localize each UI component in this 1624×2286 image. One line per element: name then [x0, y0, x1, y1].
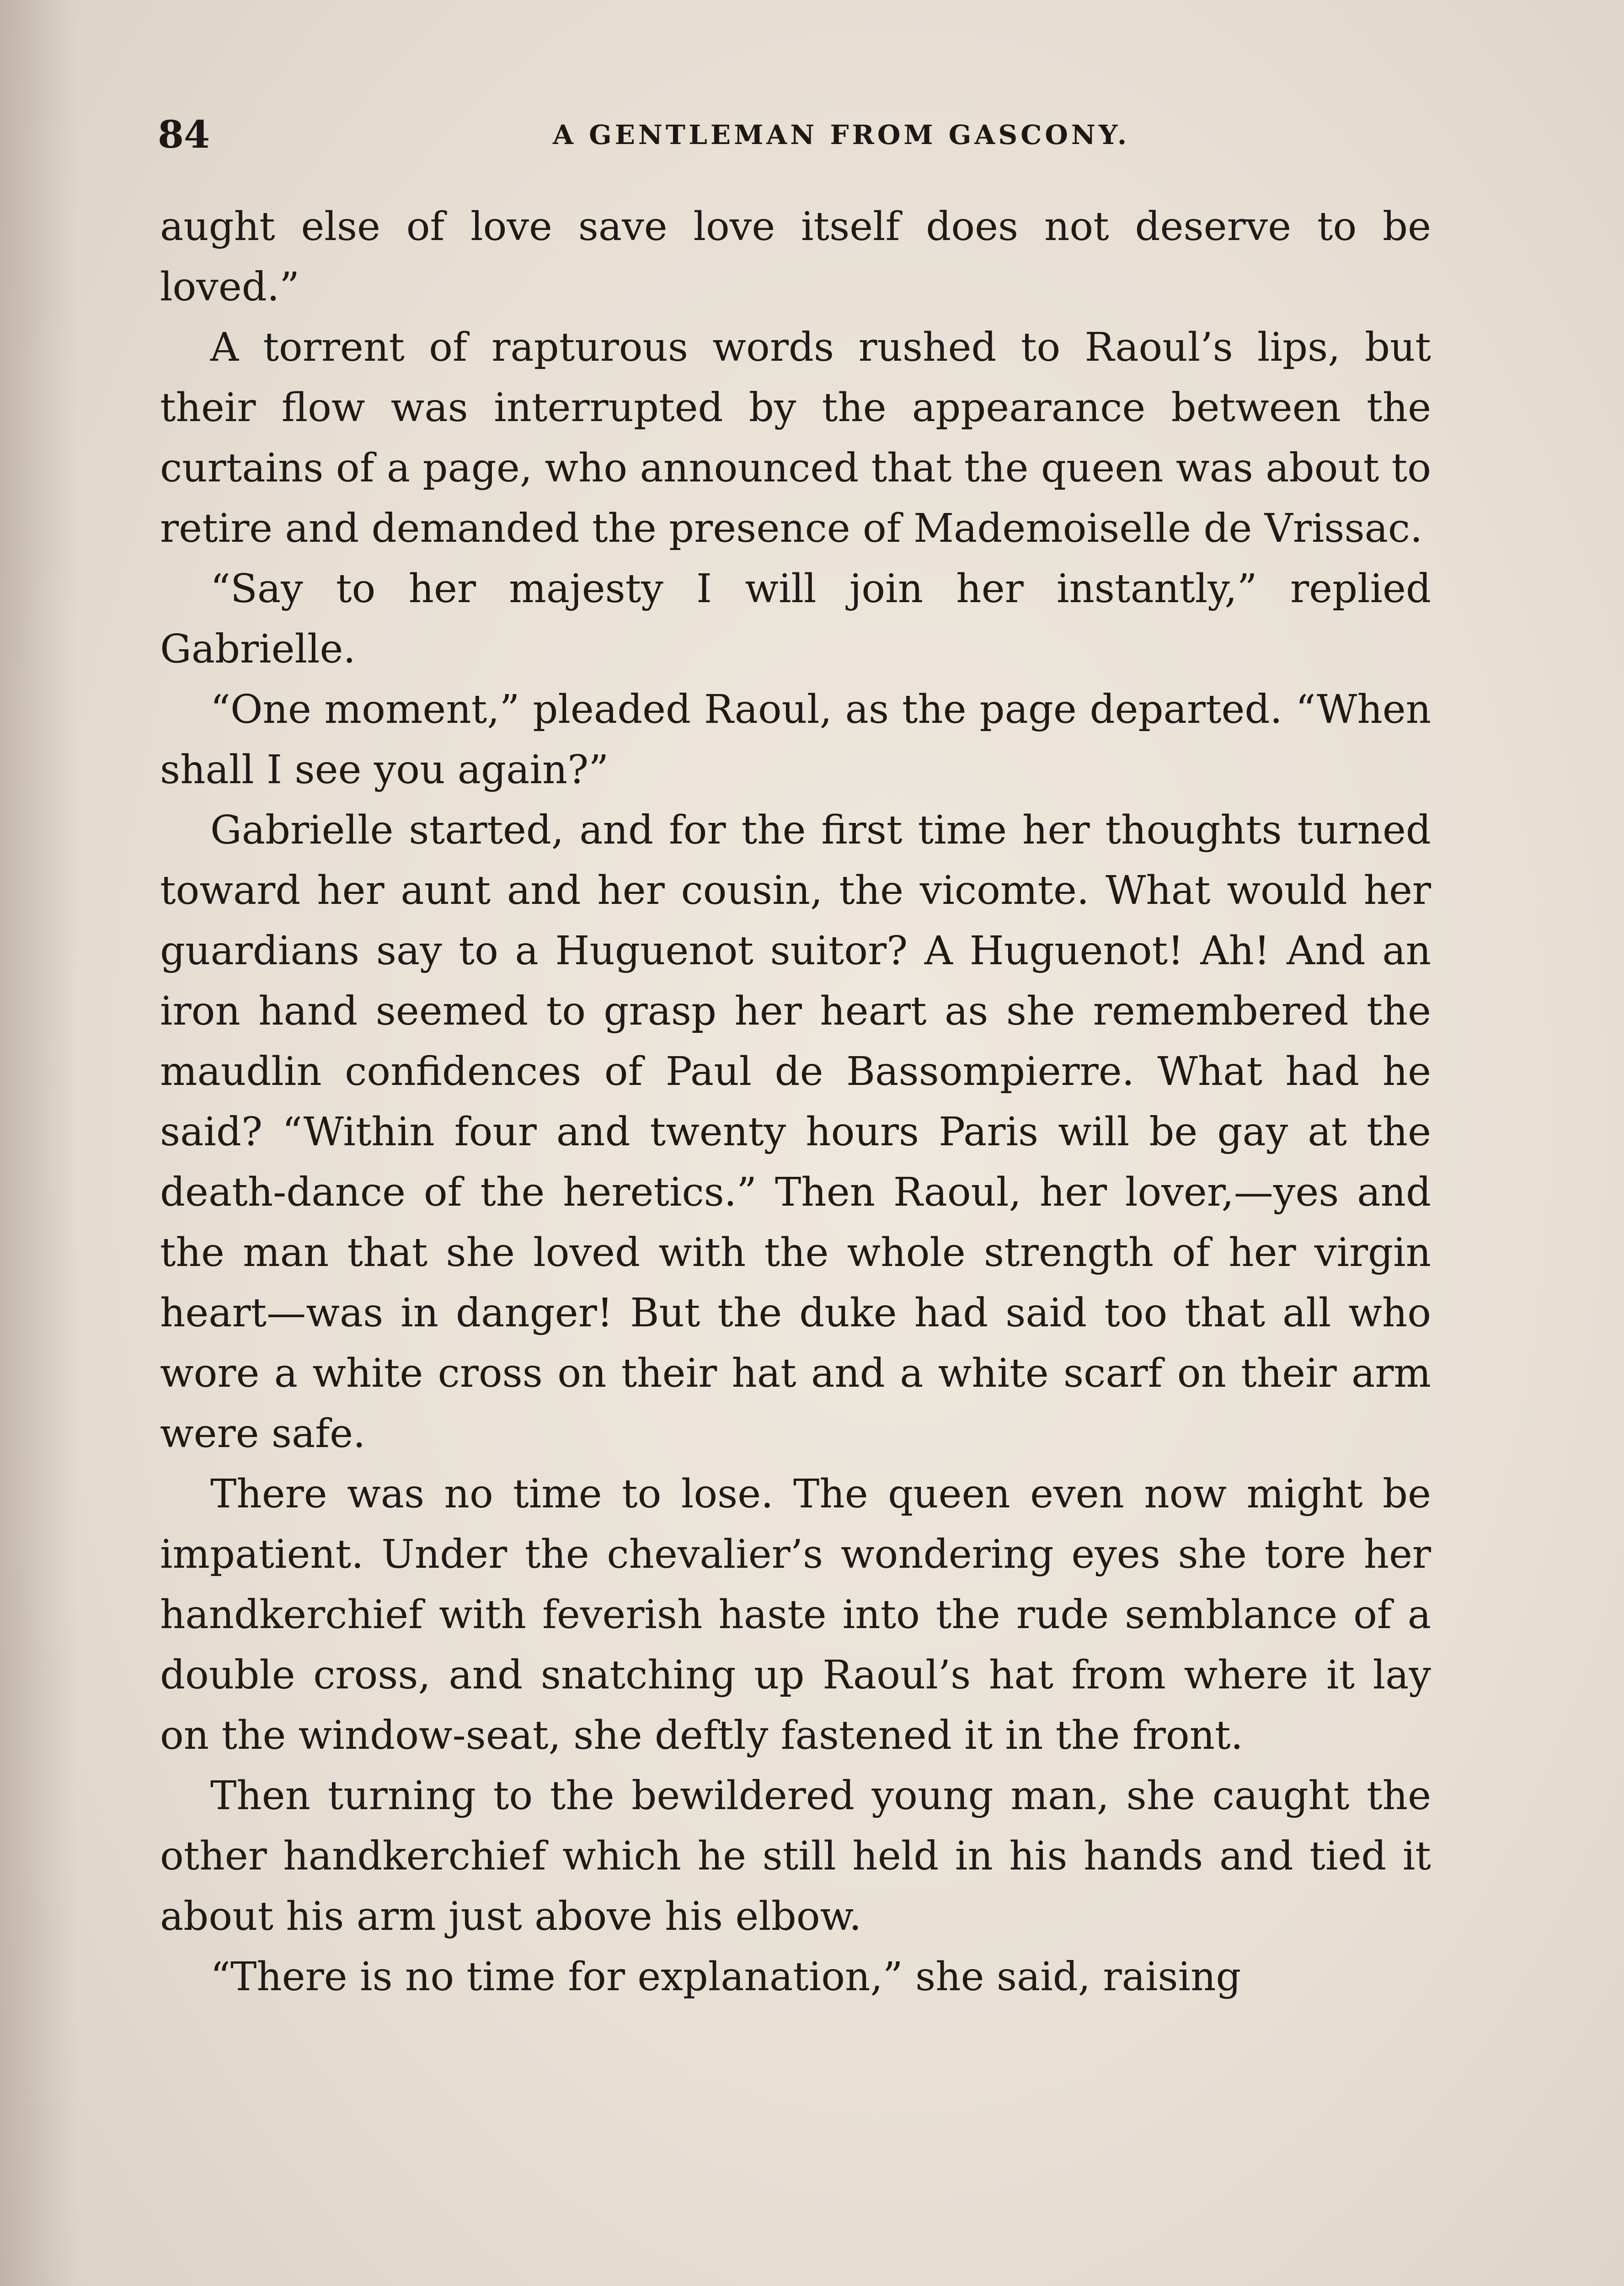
page-header: [158, 110, 1470, 160]
paragraph: Then turning to the bewildered young man, she caught the other handkerchief which he still held in his hands and tied it about his arm just above his elbow.: [160, 1773, 1431, 1939]
paragraph: “One moment,” pleaded Raoul, as the page departed. “When shall I see you again?”: [160, 687, 1431, 793]
body-text: [160, 197, 1431, 2007]
binding-shadow: [0, 0, 78, 2286]
paragraph: “Say to her majesty I will join her instantly,” replied Gabrielle.: [160, 566, 1431, 672]
paragraph: There was no time to lose. The queen even now might be impatient. Under the chevalier’s wondering eyes she tore her handkerchief with feverish haste into the rude semblance of a double cross, and snatching up Raoul’s hat from where it lay on the window-seat, she deftly fastened it in the front.: [160, 1471, 1431, 1758]
page-number: 84: [158, 113, 210, 157]
running-title: A GENTLEMAN FROM GASCONY.: [552, 119, 1130, 150]
paragraph: Gabrielle started, and for the first time her thoughts turned toward her aunt and her cousin, the vicomte. What would her guardians say to a Huguenot suitor? A Huguenot! Ah! And an iron hand seemed to grasp her heart as she remembered the maudlin confidences of Paul de Bassompierre. What had he said? “Within four and twenty hours Paris will be gay at the death-dance of the heretics.” Then Raoul, her lover,—yes and the man that she loved with the whole strength of her virgin heart—was in danger! But the duke had said too that all who wore a white cross on their hat and a white scarf on their arm were safe.: [160, 807, 1431, 1457]
paragraph: “There is no time for explanation,” she said, raising: [210, 1954, 1241, 2000]
paragraph: A torrent of rapturous words rushed to Raoul’s lips, but their flow was interrupted by the appearance between the curtains of a page, who announced that the queen was about to retire and demanded the presence of Mademoiselle de Vrissac.: [160, 325, 1431, 551]
paragraph: aught else of love save love itself does not deserve to be loved.”: [160, 204, 1431, 310]
